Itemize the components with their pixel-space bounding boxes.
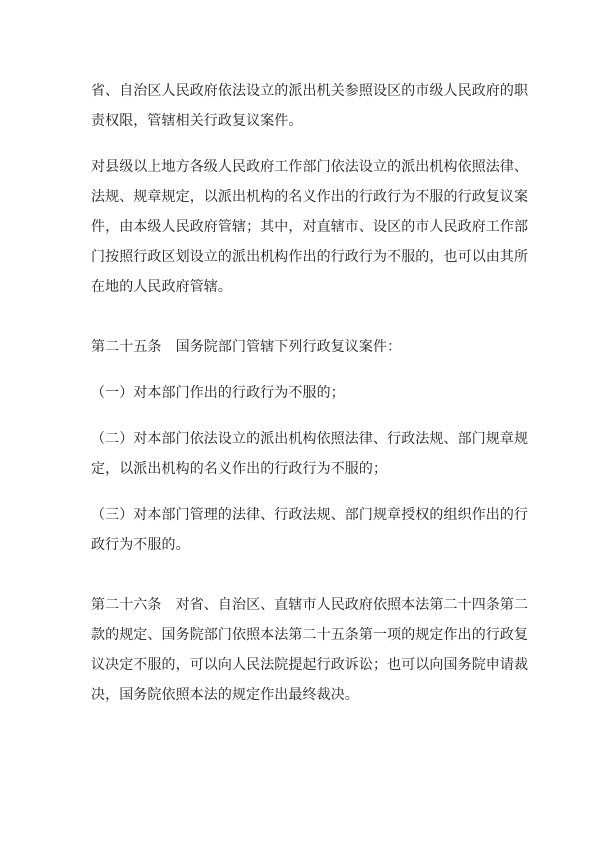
article-25-item-3 [91,500,529,560]
text-line: 款的规定、国务院部门依照本法第二十五条第一项的规定作出的行政复 [91,627,529,643]
text-line: （二）对本部门依法设立的派出机构依照法律、行政法规、部门规章规 [91,431,529,447]
paragraph-2 [91,152,529,302]
article-25-item-1 [91,378,521,408]
text-line: （一）对本部门作出的行政行为不服的； [91,385,345,401]
article-26-paragraph [91,590,529,710]
article-25-item-2 [91,424,529,484]
text-line: 议决定不服的，可以向人民法院提起行政诉讼；也可以向国务院申请裁 [91,657,529,673]
article-25-heading [91,332,521,362]
text-line: 政行为不服的。 [91,537,190,553]
text-line: 对县级以上地方各级人民政府工作部门依法设立的派出机构依照法律、 [91,159,529,175]
text-line: 决，国务院依照本法的规定作出最终裁决。 [91,687,359,703]
text-line: 责权限，管辖相关行政复议案件。 [91,113,303,129]
text-line: 在地的人民政府管辖。 [91,279,232,295]
text-line: 法规、规章规定，以派出机构的名义作出的行政行为不服的行政复议案 [91,189,529,205]
text-line: 省、自治区人民政府依法设立的派出机关参照设区的市级人民政府的职 [91,83,529,99]
text-line: （三）对本部门管理的法律、行政法规、部门规章授权的组织作出的行 [91,507,529,523]
text-line: 门按照行政区划设立的派出机构作出的行政行为不服的，也可以由其所 [91,249,529,265]
text-line: 第二十六条 对省、自治区、直辖市人民政府依照本法第二十四条第二 [91,597,529,613]
text-line: 第二十五条 国务院部门管辖下列行政复议案件： [91,339,402,355]
text-line: 定，以派出机构的名义作出的行政行为不服的； [91,461,388,477]
paragraph-1 [91,76,529,136]
text-line: 件，由本级人民政府管辖；其中，对直辖市、设区的市人民政府工作部 [91,219,529,235]
